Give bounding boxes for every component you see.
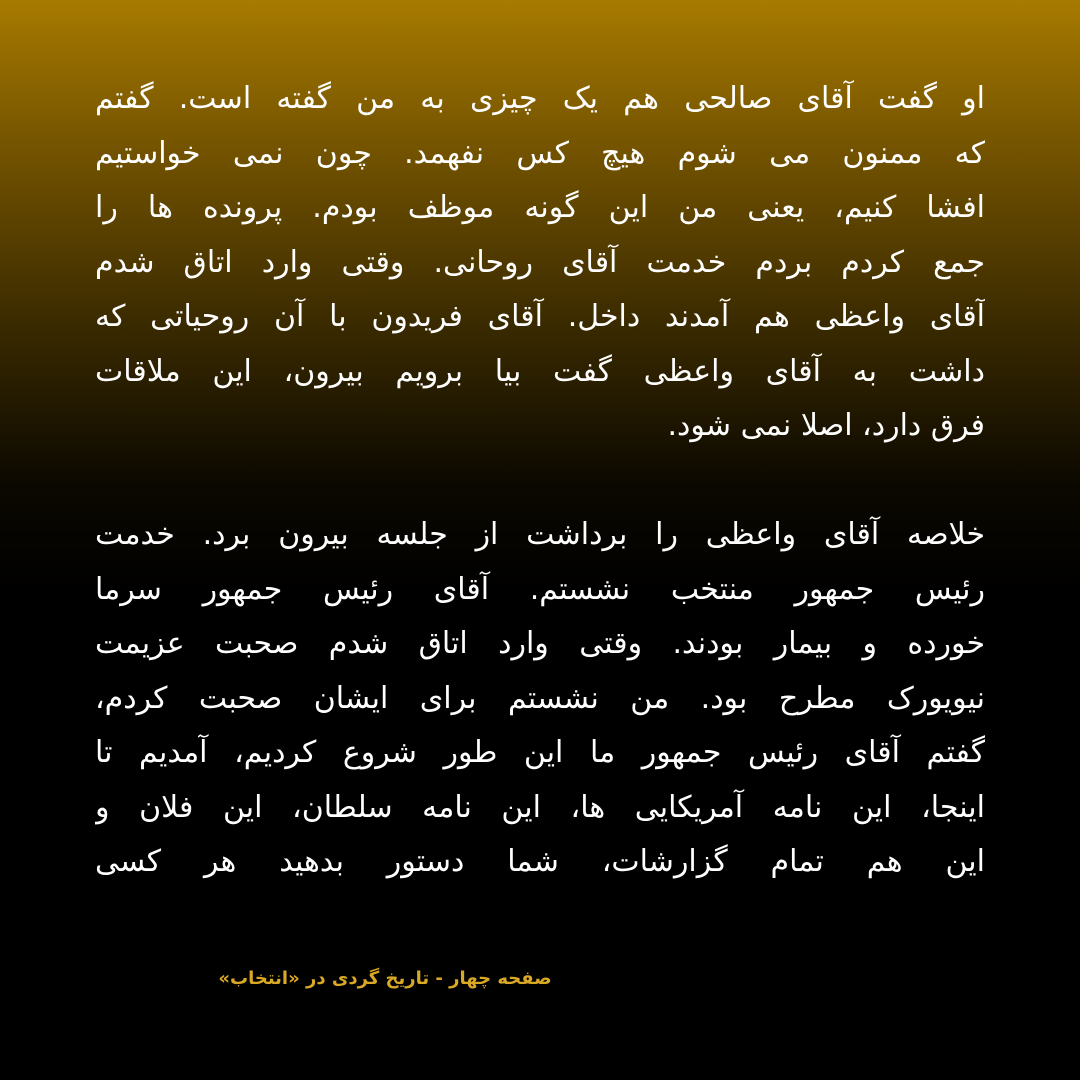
text-line: او گفت آقای صالحی هم یک چیزی به من گفته است. گفتم [95,81,985,116]
text-line: آقای واعظی هم آمدند داخل. آقای فریدون با آن روحیاتی که [95,299,985,334]
paragraph-gap [95,454,985,509]
text-line: خورده و بیمار بودند. وقتی وارد اتاق شدم صحبت عزیمت [95,626,985,661]
text-line: داشت به آقای واعظی گفت بیا برویم بیرون، این ملاقات [95,353,985,389]
text-line: اینجا، این نامه آمریکایی ها، این نامه سلطان، این فلان و [95,789,985,825]
footer-caption: صفحه چهار - تاریخ گردی در «انتخاب» [218,968,552,989]
paragraph-2 [95,508,985,890]
text-line: نیویورک مطرح بود. من نشستم برای ایشان صحبت کردم، [95,680,985,716]
text-line: این هم تمام گزارشات، شما دستور بدهید هر کسی [95,844,985,879]
text-line: جمع کردم بردم خدمت آقای روحانی. وقتی وارد اتاق شدم [95,244,985,280]
text-line: خلاصه آقای واعظی را برداشت از جلسه بیرون برد. خدمت [95,517,985,552]
text-line: گفتم آقای رئیس جمهور ما این طور شروع کردیم، آمدیم تا [95,735,985,770]
text-line: که ممنون می شوم هیچ کس نفهمد. چون نمی خواستیم [95,135,985,171]
text-line: رئیس جمهور منتخب نشستم. آقای رئیس جمهور سرما [95,571,985,607]
text-line: افشا کنیم، یعنی من این گونه موظف بودم. پرونده ها را [95,190,985,225]
paragraph-1 [95,72,985,454]
text-line: فرق دارد، اصلا نمی شود. [667,408,985,443]
body-text [95,72,985,890]
